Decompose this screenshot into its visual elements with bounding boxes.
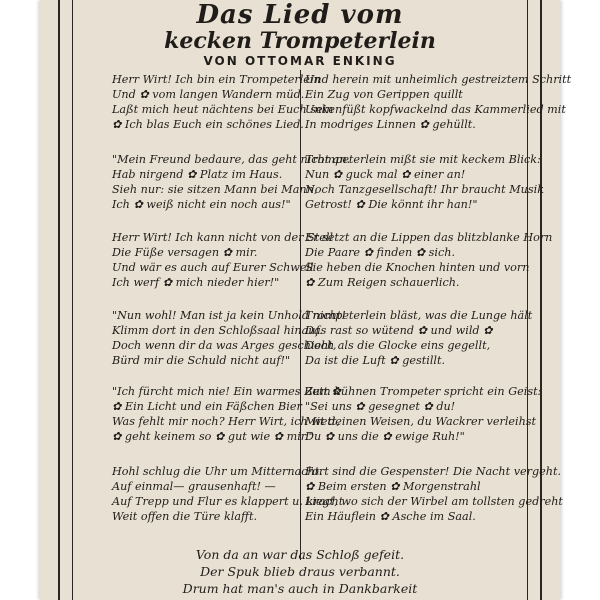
verse-line: Sieh nur: sie sitzen Mann bei Mann, [112,183,318,196]
verse-line: Bürd mir die Schuld nicht auf!" [112,354,291,367]
verse-line: ✿ Ein Licht und ein Fäßchen Bier [112,400,302,413]
verse-line: Ich ✿ weiß nicht ein noch aus!" [112,198,291,211]
verse-line: Trompeterlein mißt sie mit keckem Blick: [305,153,541,166]
stanza-5-left [112,384,341,444]
stanza-2-right [305,152,544,212]
stanza-1-right [305,72,572,132]
closing-line: Der Spuk blieb draus verbannt. [200,564,400,579]
verse-line: "Ich fürcht mich nie! Ein warmes Bett ✿ [112,385,341,398]
verse-line: Nun ✿ guck mal ✿ einer an! [305,168,466,181]
verse-line: ✿ Beim ersten ✿ Morgenstrahl [305,480,481,493]
verse-line: Ein Häuflein ✿ Asche im Saal. [305,510,476,523]
stanza-1-left [112,72,334,132]
stanza-6-left [112,464,344,524]
verse-line: Doch als die Glocke eins gegellt, [305,339,491,352]
author-line: VON OTTOMAR ENKING [203,54,397,68]
verse-line: Hohl schlug die Uhr um Mitternacht. [112,465,323,478]
verse-line: ✿ geht keinem so ✿ gut wie ✿ mir." [112,430,314,443]
stanza-4-left [112,308,346,368]
verse-line: Herr Wirt! Ich kann nicht von der Stell [112,231,334,244]
verse-line: Laßt mich heut nächtens bei Euch sein [112,103,334,116]
verse-line: "Nun wohl! Man ist ja kein Unhold nicht! [112,309,346,322]
verse-line: Er setzt an die Lippen das blitzblanke Horn [305,231,553,244]
closing-verse [0,546,600,597]
verse-line: "Mein Freund bedaure, das geht nicht an. [112,153,351,166]
title-line-1: Das Lied vom [196,0,404,30]
verse-line: Liegt, wo sich der Wirbel am tollsten gedreht [305,495,563,508]
verse-line: Das rast so wütend ✿ und wild ✿ [305,324,493,337]
verse-line: Auf einmal— grausenhaft! — [112,480,276,493]
verse-line: Ein Zug von Gerippen quillt [305,88,463,101]
verse-line: Die Paare ✿ finden ✿ sich. [305,246,456,259]
stanza-3-right [305,230,553,290]
verse-line: In modriges Linnen ✿ gehüllt. [305,118,476,131]
closing-line: Drum hat man's auch in Dankbarkeit [182,581,418,596]
verse-line: Fort sind die Gespenster! Die Nacht vergeht. [305,465,562,478]
closing-line: Von da an war das Schloß gefeit. [195,547,405,562]
verse-line: Sie heben die Knochen hinten und vorn [305,261,530,274]
verse-line: "Sei uns ✿ gesegnet ✿ du! [305,400,456,413]
verse-line: Getrost! ✿ Die könnt ihr han!" [305,198,478,211]
stanza-6-right [305,464,563,524]
verse-line: ✿ Zum Reigen schauerlich. [305,276,460,289]
verse-line: Doch wenn dir da was Arges geschieht, [112,339,337,352]
verse-line: Trompeterlein bläst, was die Lunge hält [305,309,533,322]
verse-line: Du ✿ uns die ✿ ewige Ruh!" [305,430,465,443]
verse-line: Ich werf ✿ mich nieder hier!" [112,276,280,289]
verse-line: Unkenfüßt kopfwackelnd das Kammerlied mit [305,103,566,116]
title-line-2: kecken Trompeterlein [164,28,436,54]
verse-line: Herr Wirt! Ich bin ein Trompeterlein [112,73,321,86]
stanza-3-left [112,230,334,290]
verse-line: Weit offen die Türe klafft. [112,510,257,523]
stanza-4-right [305,308,533,368]
verse-line: Noch Tanzgesellschaft! Ihr braucht Musik [305,183,544,196]
verse-line: Zum kühnen Trompeter spricht ein Geist: [305,385,542,398]
verse-line: Mit deinen Weisen, du Wackrer verleihst [305,415,537,428]
verse-line: Und herein mit unheimlich gestreiztem Schritt [305,73,572,86]
verse-line: Da ist die Luft ✿ gestillt. [305,354,446,367]
verse-line: Und ✿ vom langen Wandern müd. [112,88,305,101]
verse-line: ✿ Ich blas Euch ein schönes Lied. [112,118,304,131]
verse-line: Die Füße versagen ✿ mir. [112,246,258,259]
verse-line: Hab nirgend ✿ Platz im Haus. [112,168,283,181]
verse-line: Klimm dort in den Schloßsaal hinauf. [112,324,323,337]
stanza-2-left [112,152,351,212]
stanza-5-right [305,384,542,444]
verse-line: Und wär es auch auf Eurer Schwell [112,261,314,274]
verse-line: Was fehlt mir noch? Herr Wirt, ich wett, [112,415,340,428]
verse-line: Auf Trepp und Flur es klappert u. kracht [112,495,344,508]
